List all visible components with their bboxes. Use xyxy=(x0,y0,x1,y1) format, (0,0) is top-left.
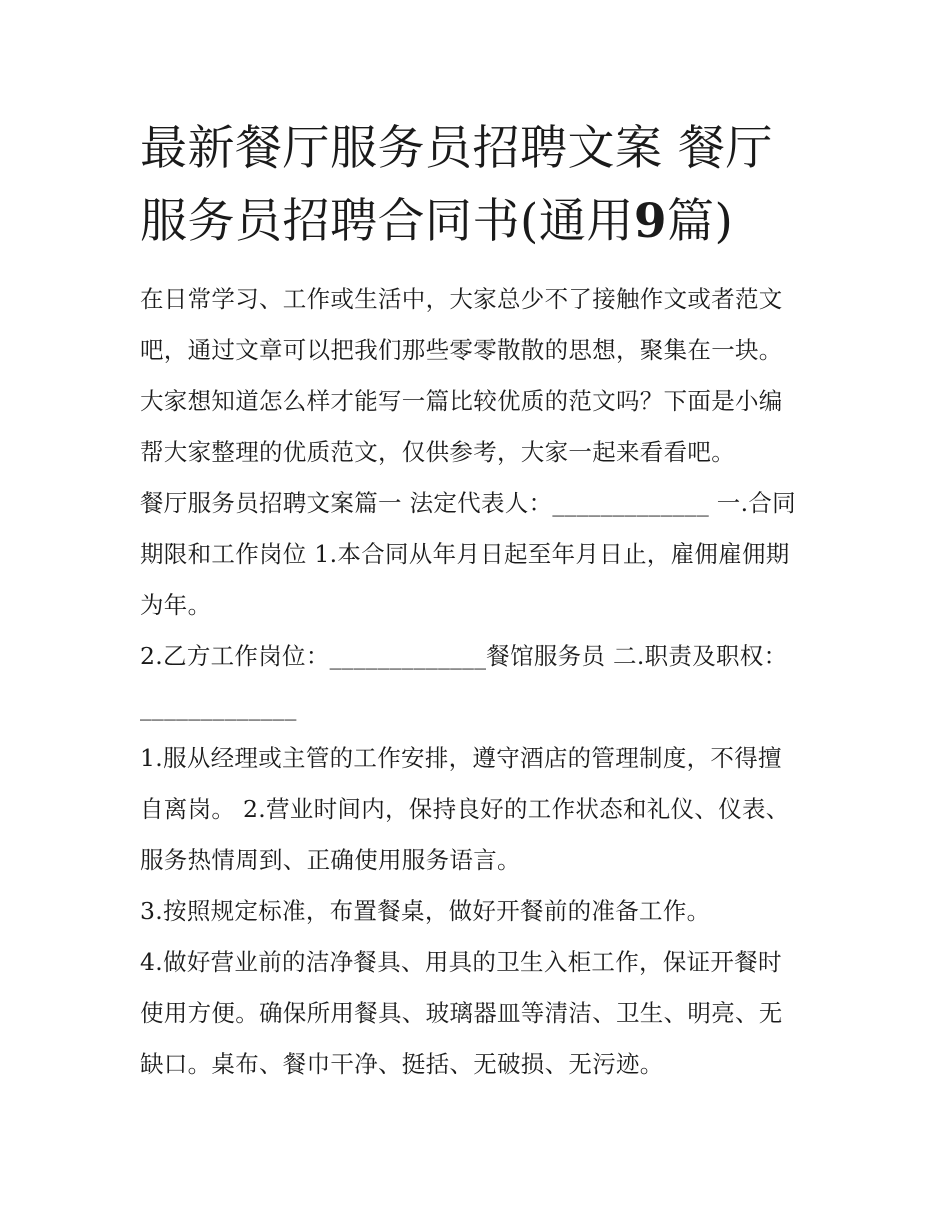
body-line: 缺口。桌布、餐巾干净、挺括、无破损、无污迹。 xyxy=(140,1050,664,1078)
body-line: 使用方便。确保所用餐具、玻璃器皿等清洁、卫生、明亮、无 xyxy=(140,999,783,1027)
title-line-1: 最新餐厅服务员招聘文案 餐厅 xyxy=(140,121,773,176)
document-body xyxy=(140,274,820,1090)
body-line: 为年。 xyxy=(140,591,212,619)
body-line: 服务热情周到、正确使用服务语言。 xyxy=(140,846,521,874)
title-number: 9 xyxy=(633,194,668,249)
body-line: _____________ xyxy=(140,693,297,721)
body-line: 自离岗。 2.营业时间内，保持良好的工作状态和礼仪、仪表、 xyxy=(140,795,790,823)
body-line: 餐厅服务员招聘文案篇一 法定代表人：_____________ 一.合同 xyxy=(140,489,796,517)
body-line: 在日常学习、工作或生活中，大家总少不了接触作文或者范文 xyxy=(140,285,783,313)
body-line: 帮大家整理的优质范文，仅供参考，大家一起来看看吧。 xyxy=(140,438,735,466)
body-line: 4.做好营业前的洁净餐具、用具的卫生入柜工作，保证开餐时 xyxy=(140,948,782,976)
title-line-2-text: 服务员招聘合同书(通用 xyxy=(140,194,634,249)
body-line: 大家想知道怎么样才能写一篇比较优质的范文吗？下面是小编 xyxy=(140,387,783,415)
body-line: 1.服从经理或主管的工作安排，遵守酒店的管理制度，不得擅 xyxy=(140,744,782,772)
title-line-2-end: 篇) xyxy=(667,194,734,249)
document-title xyxy=(140,112,820,258)
body-line: 3.按照规定标准，布置餐桌，做好开餐前的准备工作。 xyxy=(140,897,711,925)
body-line: 2.乙方工作岗位：_____________餐馆服务员 二.职责及职权： xyxy=(140,642,788,670)
body-line: 吧，通过文章可以把我们那些零零散散的思想，聚集在一块。 xyxy=(140,336,783,364)
body-line: 期限和工作岗位 1.本合同从年月日起至年月日止，雇佣雇佣期 xyxy=(140,540,790,568)
